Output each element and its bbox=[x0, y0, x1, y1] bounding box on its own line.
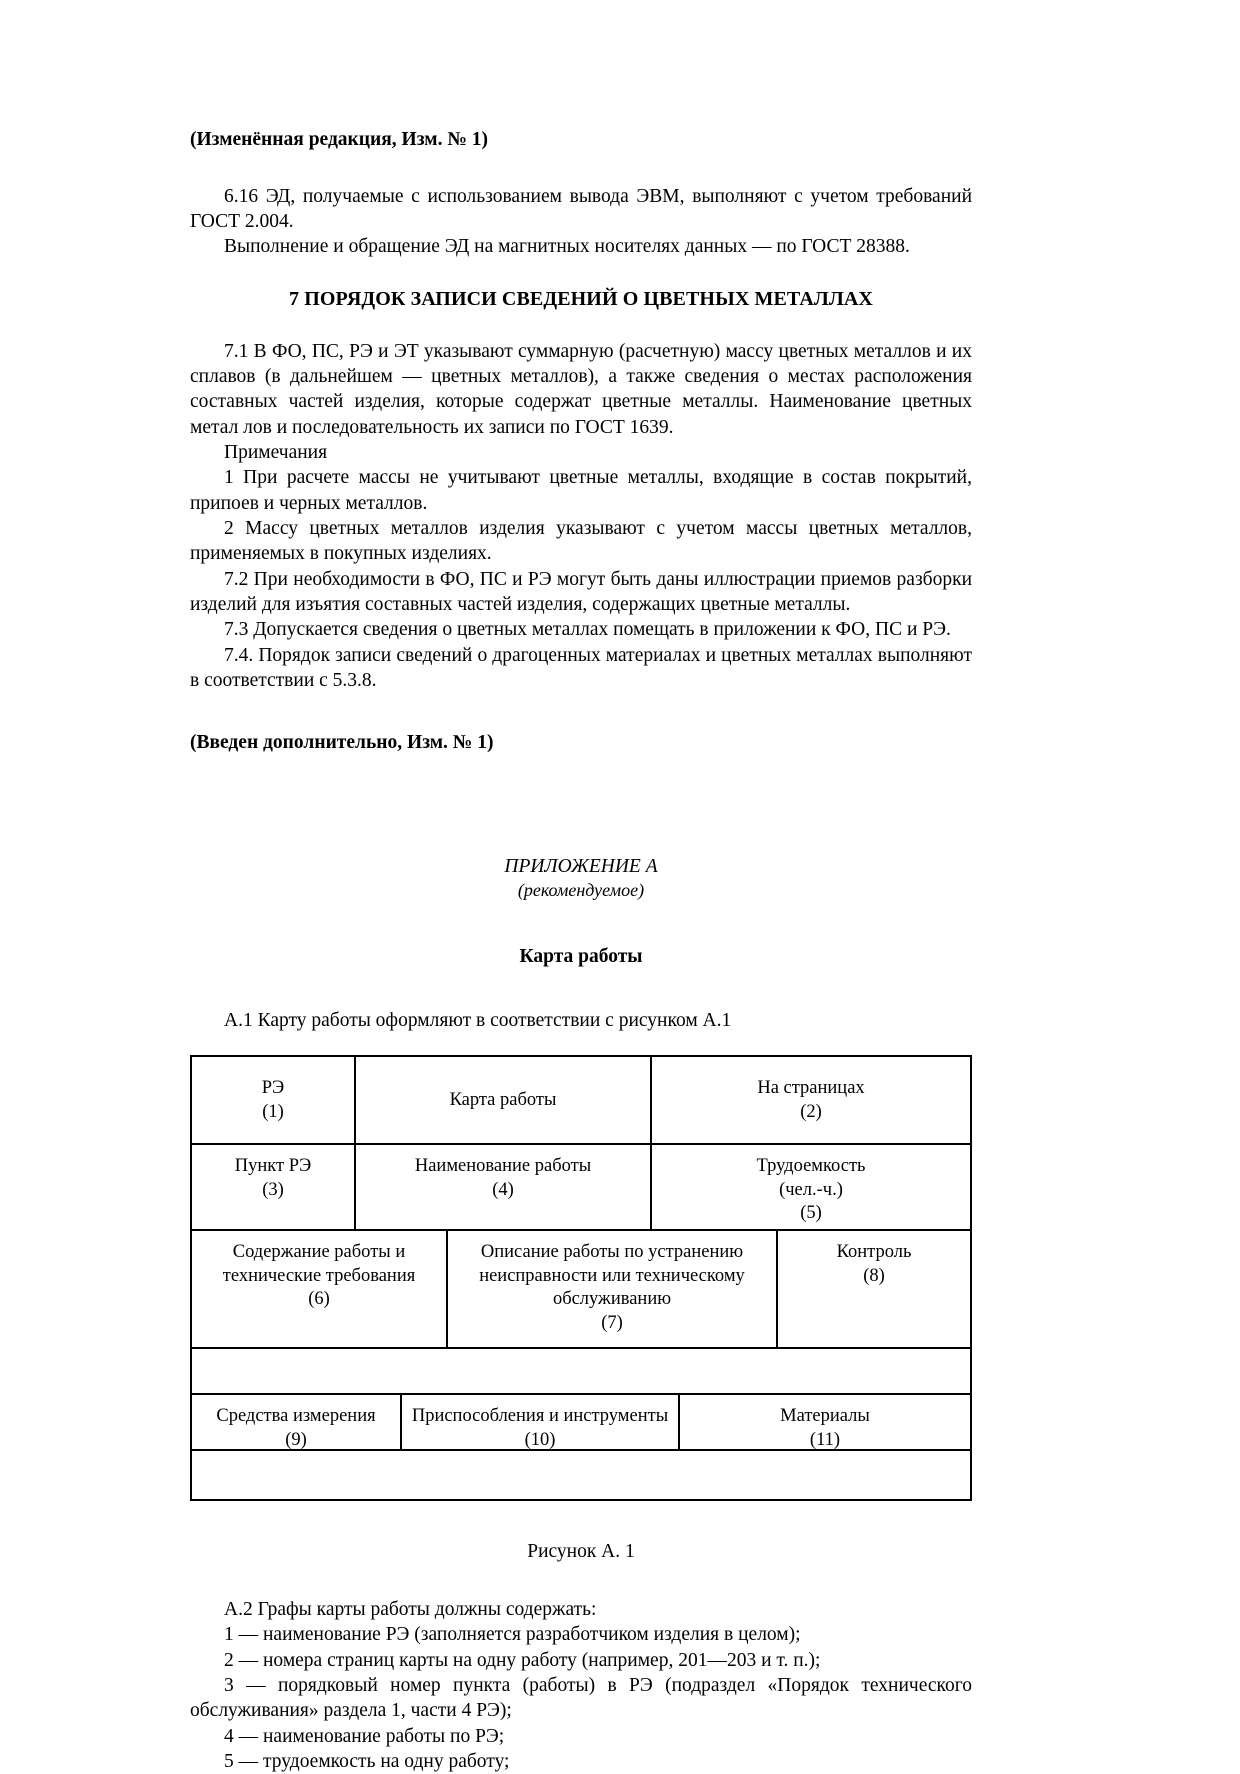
cell-description bbox=[448, 1231, 778, 1347]
cell-labor bbox=[652, 1145, 970, 1229]
cell-description-line1: Описание работы по устранению bbox=[480, 1242, 744, 1263]
a2-item-3: 3 — порядковый номер пункта (работы) в РЭ (подраздел «Порядок технического обслуживания» раздела 1, части 4 РЭ); bbox=[190, 1675, 972, 1722]
work-card-row-4 bbox=[192, 1395, 970, 1451]
work-card-row-2 bbox=[192, 1145, 970, 1231]
cell-re-item-label: Пункт РЭ bbox=[234, 1156, 312, 1177]
cell-content-requirements-line1: Содержание работы и bbox=[232, 1242, 406, 1263]
revision-note-top: (Изменённая редакция, Изм. № 1) bbox=[190, 129, 489, 150]
cell-fixtures-number: (10) bbox=[524, 1429, 556, 1450]
work-card-row-blank-1 bbox=[192, 1349, 970, 1395]
cell-materials bbox=[680, 1395, 970, 1449]
cell-content-requirements-number: (6) bbox=[308, 1289, 330, 1310]
cell-fixtures-label: Приспособления и инструменты bbox=[411, 1406, 669, 1427]
appendix-title: ПРИЛОЖЕНИЕ А bbox=[504, 855, 658, 877]
paragraph-7-2: 7.2 При необходимости в ФО, ПС и РЭ могут быть даны иллюстрации приемов разборки изделий для изъятия составных частей изделия, содержащих цветные металлы. bbox=[190, 568, 972, 615]
paragraph-7-1: 7.1 В ФО, ПС, РЭ и ЭТ указывают суммарную (расчетную) массу цветных металлов и их сплавов (в дальнейшем — цветных металлов), а также сведения о местах расположения составных частей изделия, которые содержат цветные металлы. Наименование цветных метал лов и последовательность их записи по ГОСТ 1639. bbox=[190, 340, 972, 438]
cell-pages-label: На страницах bbox=[757, 1078, 865, 1099]
work-card-row-3 bbox=[192, 1231, 970, 1349]
cell-measuring-tools bbox=[192, 1395, 402, 1449]
figure-caption: Рисунок А. 1 bbox=[527, 1541, 635, 1563]
cell-re-item bbox=[192, 1145, 356, 1229]
cell-fixtures bbox=[402, 1395, 680, 1449]
cell-description-number: (7) bbox=[601, 1313, 623, 1334]
cell-description-line3: обслуживанию bbox=[552, 1289, 672, 1310]
cell-blank-upper bbox=[192, 1349, 970, 1393]
cell-card-title-label: Карта работы bbox=[449, 1090, 557, 1111]
cell-pages bbox=[652, 1057, 970, 1143]
work-card-row-1 bbox=[192, 1057, 970, 1145]
a2-item-2: 2 — номера страниц карты на одну работу (например, 201—203 и т. п.); bbox=[224, 1649, 821, 1671]
cell-labor-unit: (чел.-ч.) bbox=[779, 1179, 843, 1200]
cell-control-label: Контроль bbox=[836, 1242, 912, 1263]
cell-content-requirements-line2: технические требования bbox=[222, 1265, 416, 1286]
cell-materials-label: Материалы bbox=[780, 1406, 870, 1427]
paragraph-a-2-intro: А.2 Графы карты работы должны содержать: bbox=[224, 1599, 597, 1621]
notes-label: Примечания bbox=[224, 441, 328, 463]
page-content bbox=[190, 130, 972, 1774]
card-title: Карта работы bbox=[519, 945, 643, 967]
cell-content-requirements bbox=[192, 1231, 448, 1347]
cell-pages-number: (2) bbox=[800, 1102, 822, 1123]
paragraph-6-16-second: Выполнение и обращение ЭД на магнитных носителях данных — по ГОСТ 28388. bbox=[224, 236, 910, 258]
cell-control-number: (8) bbox=[863, 1265, 885, 1286]
appendix-subtitle: (рекомендуемое) bbox=[517, 880, 645, 901]
cell-measuring-tools-number: (9) bbox=[285, 1429, 307, 1450]
a2-item-5: 5 — трудоемкость на одну работу; bbox=[224, 1751, 510, 1773]
note-1: 1 При расчете массы не учитывают цветные металлы, входящие в состав покрытий, припоев и черных металлов. bbox=[190, 467, 972, 514]
cell-re bbox=[192, 1057, 356, 1143]
work-card-figure bbox=[190, 1055, 972, 1501]
paragraph-6-16: 6.16 ЭД, получаемые с использованием вывода ЭВМ, выполняют с учетом требований ГОСТ 2.004. bbox=[190, 185, 972, 232]
cell-work-name bbox=[356, 1145, 652, 1229]
cell-work-name-label: Наименование работы bbox=[414, 1156, 592, 1177]
work-card-row-blank-2 bbox=[192, 1451, 970, 1499]
cell-work-name-number: (4) bbox=[492, 1179, 514, 1200]
paragraph-7-3: 7.3 Допускается сведения о цветных металлах помещать в приложении к ФО, ПС и РЭ. bbox=[224, 619, 951, 641]
cell-control bbox=[778, 1231, 970, 1347]
cell-card-title bbox=[356, 1057, 652, 1143]
a2-item-4: 4 — наименование работы по РЭ; bbox=[224, 1725, 505, 1747]
paragraph-a-1: А.1 Карту работы оформляют в соответствии с рисунком А.1 bbox=[224, 1009, 732, 1031]
note-2: 2 Массу цветных металлов изделия указывают с учетом массы цветных металлов, применяемых в покупных изделиях. bbox=[190, 517, 972, 565]
cell-labor-label: Трудоемкость bbox=[756, 1156, 866, 1177]
cell-measuring-tools-label: Средства измерения bbox=[216, 1406, 376, 1427]
section-7-heading: 7 ПОРЯДОК ЗАПИСИ СВЕДЕНИЙ О ЦВЕТНЫХ МЕТАЛЛАХ bbox=[289, 287, 873, 310]
cell-blank-lower bbox=[192, 1451, 970, 1499]
paragraph-7-4: 7.4. Порядок записи сведений о драгоценных материалах и цветных металлах выполняют в соответствии с 5.3.8. bbox=[190, 644, 972, 691]
a2-item-1: 1 — наименование РЭ (заполняется разработчиком изделия в целом); bbox=[224, 1624, 801, 1646]
revision-note-bottom: (Введен дополнительно, Изм. № 1) bbox=[190, 732, 494, 754]
cell-re-item-number: (3) bbox=[262, 1179, 284, 1200]
cell-materials-number: (11) bbox=[809, 1429, 841, 1450]
cell-description-line2: неисправности или техническому bbox=[479, 1265, 745, 1286]
cell-re-number: (1) bbox=[262, 1102, 284, 1123]
cell-re-label: РЭ bbox=[261, 1078, 285, 1099]
cell-labor-number: (5) bbox=[800, 1203, 822, 1224]
